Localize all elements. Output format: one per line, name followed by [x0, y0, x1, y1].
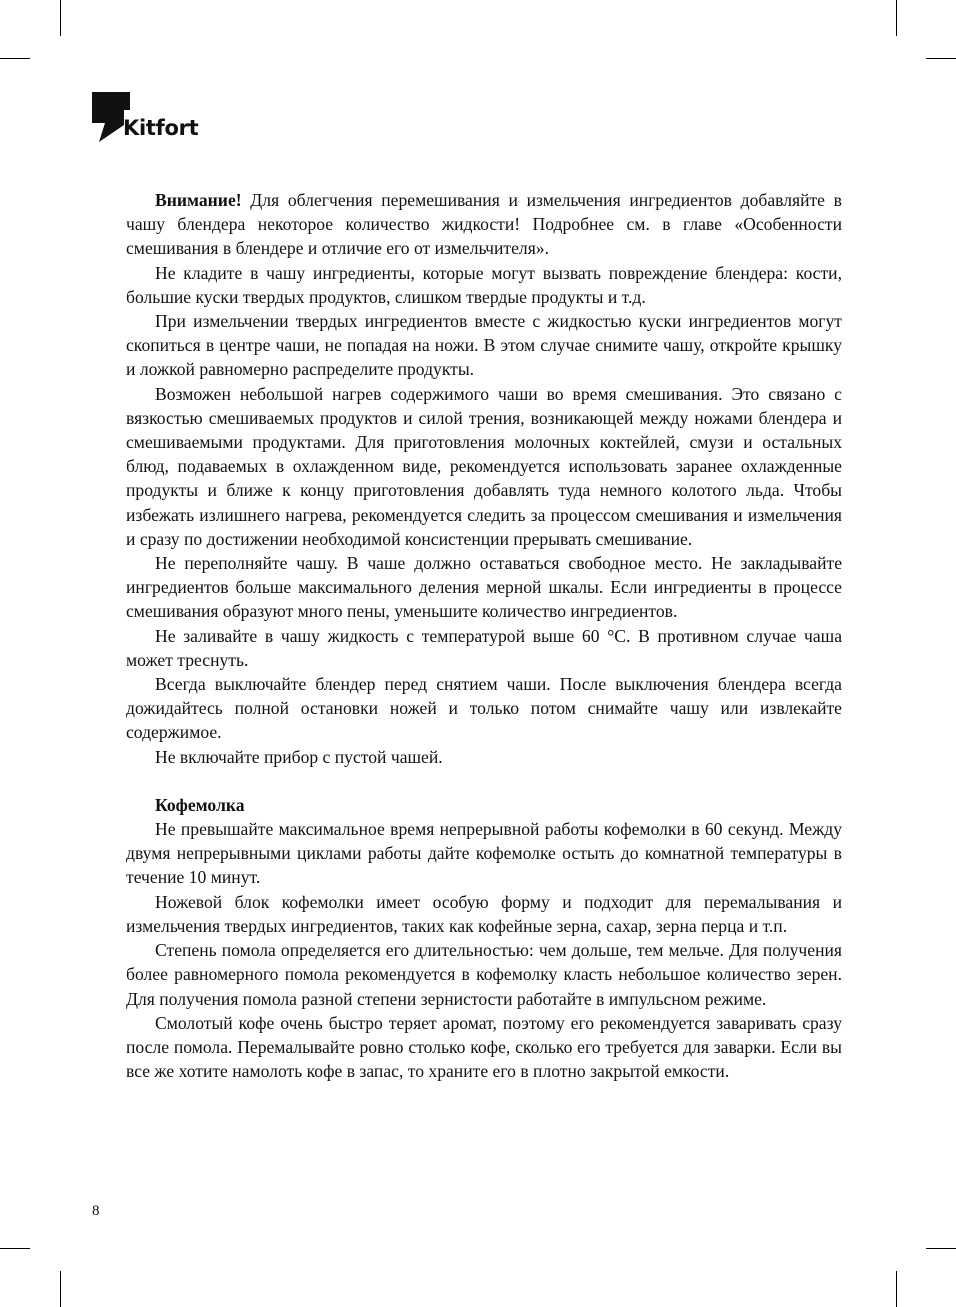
paragraph: Не включайте прибор с пустой чашей. — [155, 746, 443, 767]
paragraph: Всегда выключайте блендер перед снятием чаши. После выключения блендера всегда дожидайтесь полной остановки ножей и только потом снимайте чашу или извлекайте содержимое. — [126, 674, 842, 743]
page-number: 8 — [92, 1203, 100, 1219]
crop-mark — [0, 58, 30, 59]
paragraph: Возможен небольшой нагрев содержимого чаши во время смешивания. Это связано с вязкостью смешиваемых продуктов и силой трения, возникающей между ножами блендера и смешиваемыми продуктами. Для приготовления молочных коктейлей, смузи и остальных блюд, подаваемых в охлажденном виде, рекомендуется использовать заранее охлажденные продукты и ближе к концу приготовления добавлять туда немного колотого льда. Чтобы избежать излишнего нагрева, рекомендуется следить за процессом смешивания и измельчения и сразу по достижении необходимой консистенции прерывать смешивание. — [126, 383, 842, 549]
crop-mark — [896, 0, 897, 36]
crop-mark — [926, 58, 956, 59]
section-heading: Кофемолка — [155, 794, 245, 815]
warning-label: Внимание! — [155, 190, 242, 210]
crop-mark — [926, 1248, 956, 1249]
paragraph: Ножевой блок кофемолки имеет особую форму и подходит для перемалывания и измельчения твердых ингредиентов, таких как кофейные зерна, сахар, зерна перца и т.п. — [126, 891, 842, 936]
crop-mark — [896, 1271, 897, 1307]
page-content — [126, 188, 842, 1083]
paragraph: Не переполняйте чашу. В чаше должно оставаться свободное место. Не закладывайте ингредиентов больше максимального деления мерной шкалы. Если ингредиенты в процессе смешивания образуют много пены, уменьшите количество ингредиентов. — [126, 553, 842, 622]
paragraph: Смолотый кофе очень быстро теряет аромат, поэтому его рекомендуется заваривать сразу после помола. Перемалывайте ровно столько кофе, сколько его требуется для заварки. Если вы все же хотите намолоть кофе в запас, то храните его в плотно закрытой емкости. — [126, 1012, 842, 1082]
paragraph: При измельчении твердых ингредиентов вместе с жидкостью куски ингредиентов могут скопиться в центре чаши, не попадая на ножи. В этом случае снимите чашу, откройте крышку и ложкой равномерно распределите продукты. — [126, 311, 842, 380]
warning-text: Для облегчения перемешивания и измельчения ингредиентов добавляйте в чашу блендера некоторое количество жидкости! Подробнее см. в главе «Особенности смешивания в блендере и отличие его от измельчителя». — [126, 190, 842, 259]
paragraph: Не кладите в чашу ингредиенты, которые могут вызвать повреждение блендера: кости, большие куски твердых продуктов, слишком твердые продукты и т.д. — [126, 262, 842, 307]
paragraph: Не заливайте в чашу жидкость с температурой выше 60 °С. В противном случае чаша может треснуть. — [126, 625, 842, 670]
crop-mark — [60, 0, 61, 36]
crop-mark — [60, 1271, 61, 1307]
brand-logo — [92, 92, 202, 148]
brand-name: Kitfort — [123, 116, 199, 140]
crop-mark — [0, 1248, 30, 1249]
paragraph: Степень помола определяется его длительностью: чем дольше, тем мельче. Для получения более равномерного помола рекомендуется в кофемолку класть небольшое количество зерен. Для получения помола разной степени зернистости работайте в импульсном режиме. — [126, 940, 842, 1009]
warning-paragraph — [126, 188, 842, 261]
paragraph: Не превышайте максимальное время непрерывной работы кофемолки в 60 секунд. Между двумя непрерывными циклами работы дайте кофемолке остыть до комнатной температуры в течение 10 минут. — [126, 819, 842, 888]
